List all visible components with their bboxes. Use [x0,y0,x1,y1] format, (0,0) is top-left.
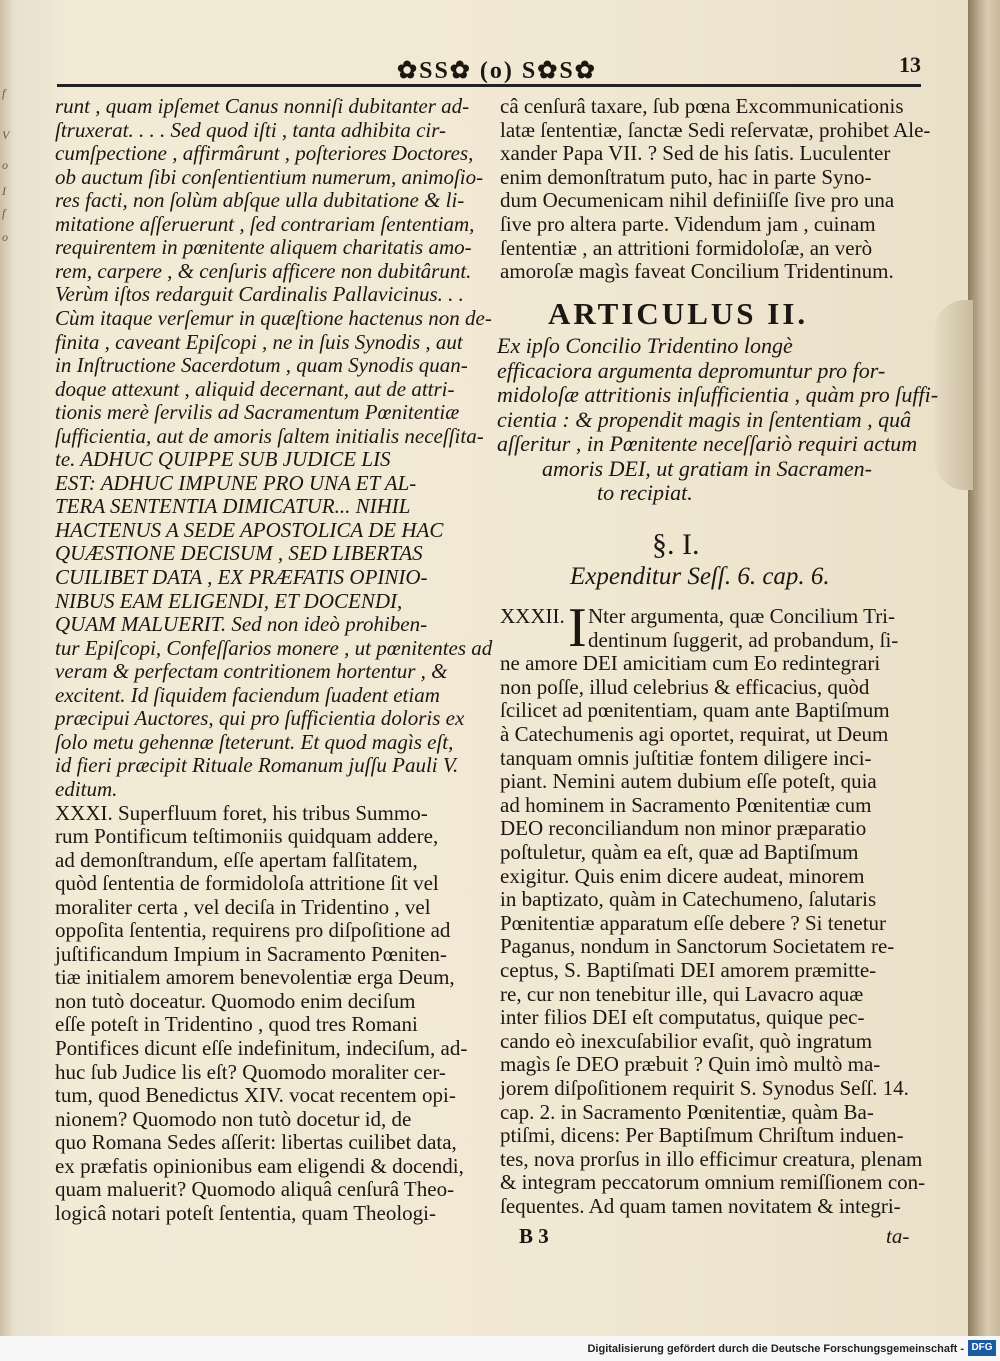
text-line: CUILIBET DATA , EX PRÆFATIS OPINIO- [55,565,428,589]
article-heading [497,333,939,519]
text-line: magìs ſe DEO præbuit ? Quin imò multò ma- [500,1052,881,1077]
heading-line: amoris DEI, ut gratiam in Sacramen- [542,455,872,481]
text-line: ex præfatis opinionibus eam eligendi & docendi, [55,1153,464,1178]
text-line: ad demonſtrandum, eſſe apertam falſitatem, [55,847,418,872]
text-line: jorem diſpoſitionem requirit S. Synodus Seſſ. 14. [500,1076,909,1100]
text-line: id fieri præcipit Rituale Romanum juſſu Pauli V. [55,753,459,778]
page-number: 13 [899,52,921,77]
header-rule [57,84,921,87]
right-column-top [500,94,930,294]
text-line: non poſſe, illud celebrius & efficacius, quòd [500,674,870,699]
text-line: Pœnitentiæ apparatum eſſe debere ? Si tenetur [500,910,887,935]
text-line: nionem? Quomodo non tutò docetur id, de [55,1106,412,1131]
text-line: XXXI. Superfluum foret, his tribus Summo- [55,800,428,825]
drop-cap: I [568,597,587,659]
text-line: QUÆSTIONE DECISUM , SED LIBERTAS [55,541,423,566]
edge-glyph: f [2,206,6,220]
catchword: ta- [886,1224,910,1248]
text-line: ſtruxerat. . . . Sed quod iſti , tanta adhibita cir- [55,117,446,142]
text-line: dentinum ſuggerit, ad probandum, ſi- [588,627,899,652]
heading-line: Ex ipſo Concilio Tridentino longè [497,333,793,358]
heading-line: to recipiat. [597,480,693,505]
text-line: in Inſtructione Sacerdotum , quam Synodis quan- [55,353,468,378]
paragraph-number: XXXII. [500,604,565,628]
edge-glyph: f [2,86,6,100]
header-ornament: ✿SS✿ (o) S✿S✿ [397,58,597,84]
text-line: tionis merè ſervilis ad Sacramentum Pœnitentiæ [55,400,460,425]
dfg-logo: DFG [968,1340,996,1356]
article-title: ARTICULUS II. [548,296,809,331]
text-line: ptiſmi, dicens: Per Baptiſmum Chriſtum induen- [500,1123,904,1148]
text-line: excitent. Id ſiquidem faciendum ſuadent etiam [55,682,440,707]
text-line: ob auctum ſibi conſentientium numerum, animoſio- [55,164,484,189]
text-line: Verùm iſtos redarguit Cardinalis Pallavicinus. . . [55,282,464,307]
text-line: requirentem in pœnitente aliquem charitatis amo- [55,235,472,260]
text-line: inter filios DEI eſt computatus, quique pec- [500,1005,865,1030]
text-line: ne amore DEI amicitiam cum Eo redintegrari [500,651,881,676]
edge-glyph: o [2,158,8,172]
text-line: doque attexunt , aliquid decernant, aut de attri- [55,376,455,401]
signature-wrap [519,1224,579,1250]
text-line: cap. 2. in Sacramento Pœnitentiæ, quàm Ba- [500,1099,874,1124]
text-line: amoroſæ magìs faveat Concilium Tridentinum. [500,259,894,284]
text-line: ſive pro altera parte. Videndum jam , cuinam [500,212,876,236]
text-line: Paganus, nondum in Sanctorum Societatem re- [500,934,895,959]
text-line: res facti, non ſolùm abſque ulla dubitatione & li- [55,188,465,213]
edge-glyph: V [2,128,10,142]
text-line: latæ ſententiæ, ſanctæ Sedi reſervatæ, prohibet Ale- [500,117,931,142]
text-line: quam maluerit? Quomodo aliquâ cenſurâ Theo- [55,1177,455,1202]
text-line: quo Romana Sedes aſſerit: libertas cuilibet data, [55,1130,457,1155]
paragraph-body [500,604,930,1224]
text-line: poſtuletur, quàm ea eſt, quæ ad Baptiſmum [500,840,859,864]
text-line: à Catechumenis agi oportet, requirat, ut Deum [500,722,889,746]
text-line: ſufficientia, aut de amoris ſaltem initialis neceſſita- [55,423,484,448]
text-line: oppoſita ſententia, requirens pro diſpoſitione ad [55,918,451,943]
text-line: DEO reconciliandum non minor præparatio [500,816,867,841]
section-subtitle: Expenditur Seſſ. 6. cap. 6. [570,563,830,590]
text-line: mitatione aſſeruerunt , ſed contrariam ſententiam, [55,211,475,236]
section-title: §. I. [652,528,700,561]
heading-line: efficaciora argumenta depromuntur pro for- [497,357,886,383]
text-line: NIBUS EAM ELIGENDI, ET DOCENDI, [55,588,403,613]
text-line: câ cenſurâ taxare, ſub pœna Excommunicationis [500,94,904,118]
text-line: te. ADHUC QUIPPE SUB JUDICE LIS [55,447,391,472]
catchword-wrap [886,1224,926,1250]
text-line: ſolo metu gehennæ ſteterunt. Et quod magìs eſt, [55,729,454,754]
text-line: huc ſub Judice lis eſt? Quomodo moraliter cer- [55,1059,446,1084]
text-line: tum, quod Benedictus XIV. vocat recentem opi- [55,1083,456,1108]
left-column [55,94,493,1225]
text-line: HACTENUS A SEDE APOSTOLICA DE HAC [55,517,444,542]
text-line: rum Pontificum teſtimoniis quidquam addere, [55,824,439,849]
text-line: eſſe poteſt in Tridentino , quod tres Romani [55,1012,418,1037]
text-line: moraliter certa , vel deciſa in Tridentino , vel [55,894,431,919]
text-line: cando eò inexcuſabilior evaſit, quò ingratum [500,1028,873,1053]
text-line: xander Papa VII. ? Sed de his ſatis. Luculenter [500,141,891,166]
binding-clip [935,300,973,490]
text-line: re, cur non tenebitur ille, qui Lavacro aquæ [500,981,864,1006]
text-line: ad hominem in Sacramento Pœnitentiæ cum [500,792,872,817]
text-line: enim demonſtratum puto, hac in parte Syno- [500,164,872,189]
text-line: tiæ initialem amorem benevolentiæ erga Deum, [55,965,455,990]
text-line: tur Epiſcopi, Confeſſarios monere , ut pœnitentes ad [55,635,493,660]
heading-line: cientia : & propendit magis in ſententiam , quâ [497,406,912,432]
funding-notice: Digitalisierung gefördert durch die Deutsche Forschungsgemeinschaft - [587,1343,964,1355]
text-line: QUAM MALUERIT. Sed non ideò prohiben- [55,612,428,637]
text-line: præcipui Auctores, qui pro ſufficientia doloris ex [55,706,465,731]
text-line: rem, carpere , & cenſuris afficere non dubitârunt. [55,258,472,283]
text-line: cumſpectione , affirmârunt , poſteriores Doctores, [55,141,474,166]
text-line: quòd ſententia de formidoloſa attritione ſit vel [55,871,439,896]
text-line: tanquam omnis juſtitiæ fontem diligere inci- [500,745,872,770]
text-line: non tutò doceatur. Quomodo enim deciſum [55,988,416,1013]
text-line: editum. [55,776,118,801]
text-line: ſententiæ , an attritioni formidoloſæ, an verò [500,235,873,260]
text-line: exigitur. Quis enim dicere audeat, minorem [500,863,865,888]
text-line: juſtificandum Impium in Sacramento Pœniten- [55,941,447,966]
running-header [57,52,921,92]
text-line: EST: ADHUC IMPUNE PRO UNA ET AL- [55,470,417,495]
edge-glyph: o [2,230,8,244]
text-line: logicâ notari poteſt ſententia, quam Theologi- [55,1200,437,1225]
edge-glyph: I [2,184,6,198]
text-line: TERA SENTENTIA DIMICATUR... NIHIL [55,494,411,519]
text-line: ſequentes. Ad quam tamen novitatem & integri- [500,1194,901,1218]
text-line: dum Oecumenicam nihil definiiſſe ſive pro una [500,188,895,213]
signature-mark: B 3 [519,1224,549,1248]
text-line: in baptizato, quàm in Catechumeno, ſalutaris [500,887,877,912]
text-line: & integram peccatorum omnium remiſſionem con- [500,1170,926,1195]
previous-page-edge [0,0,15,1336]
text-line: veram & perfectam contritionem hortentur , & [55,659,448,684]
text-line: ſcilicet ad pœnitentiam, quam ante Baptiſmum [500,698,890,723]
text-line: ceptus, S. Baptiſmati DEI amorem præmitte- [500,958,877,982]
heading-line: aſſeritur , in Pœnitente neceſſariò requiri actum [497,431,918,456]
text-line: tes, nova prorſus in illo efficimur creatura, plenam [500,1146,923,1171]
text-line: Cùm itaque verſemur in quæſtione hactenus non de- [55,305,492,330]
page-edge-right [968,0,1000,1336]
text-line: Nter argumenta, quæ Concilium Tri- [588,604,896,628]
text-line: runt , quam ipſemet Canus nonniſi dubitanter ad- [55,94,470,118]
text-line: finita , caveant Epiſcopi , ne in ſuis Synodis , aut [55,329,463,354]
text-line: Pontifices dicunt eſſe indefinitum, indeciſum, ad- [55,1036,468,1060]
text-line: piant. Nemini autem dubium eſſe poteſt, quia [500,769,877,794]
heading-line: midoloſæ attritionis inſufficientia , quàm pro ſuffi- [497,382,939,407]
